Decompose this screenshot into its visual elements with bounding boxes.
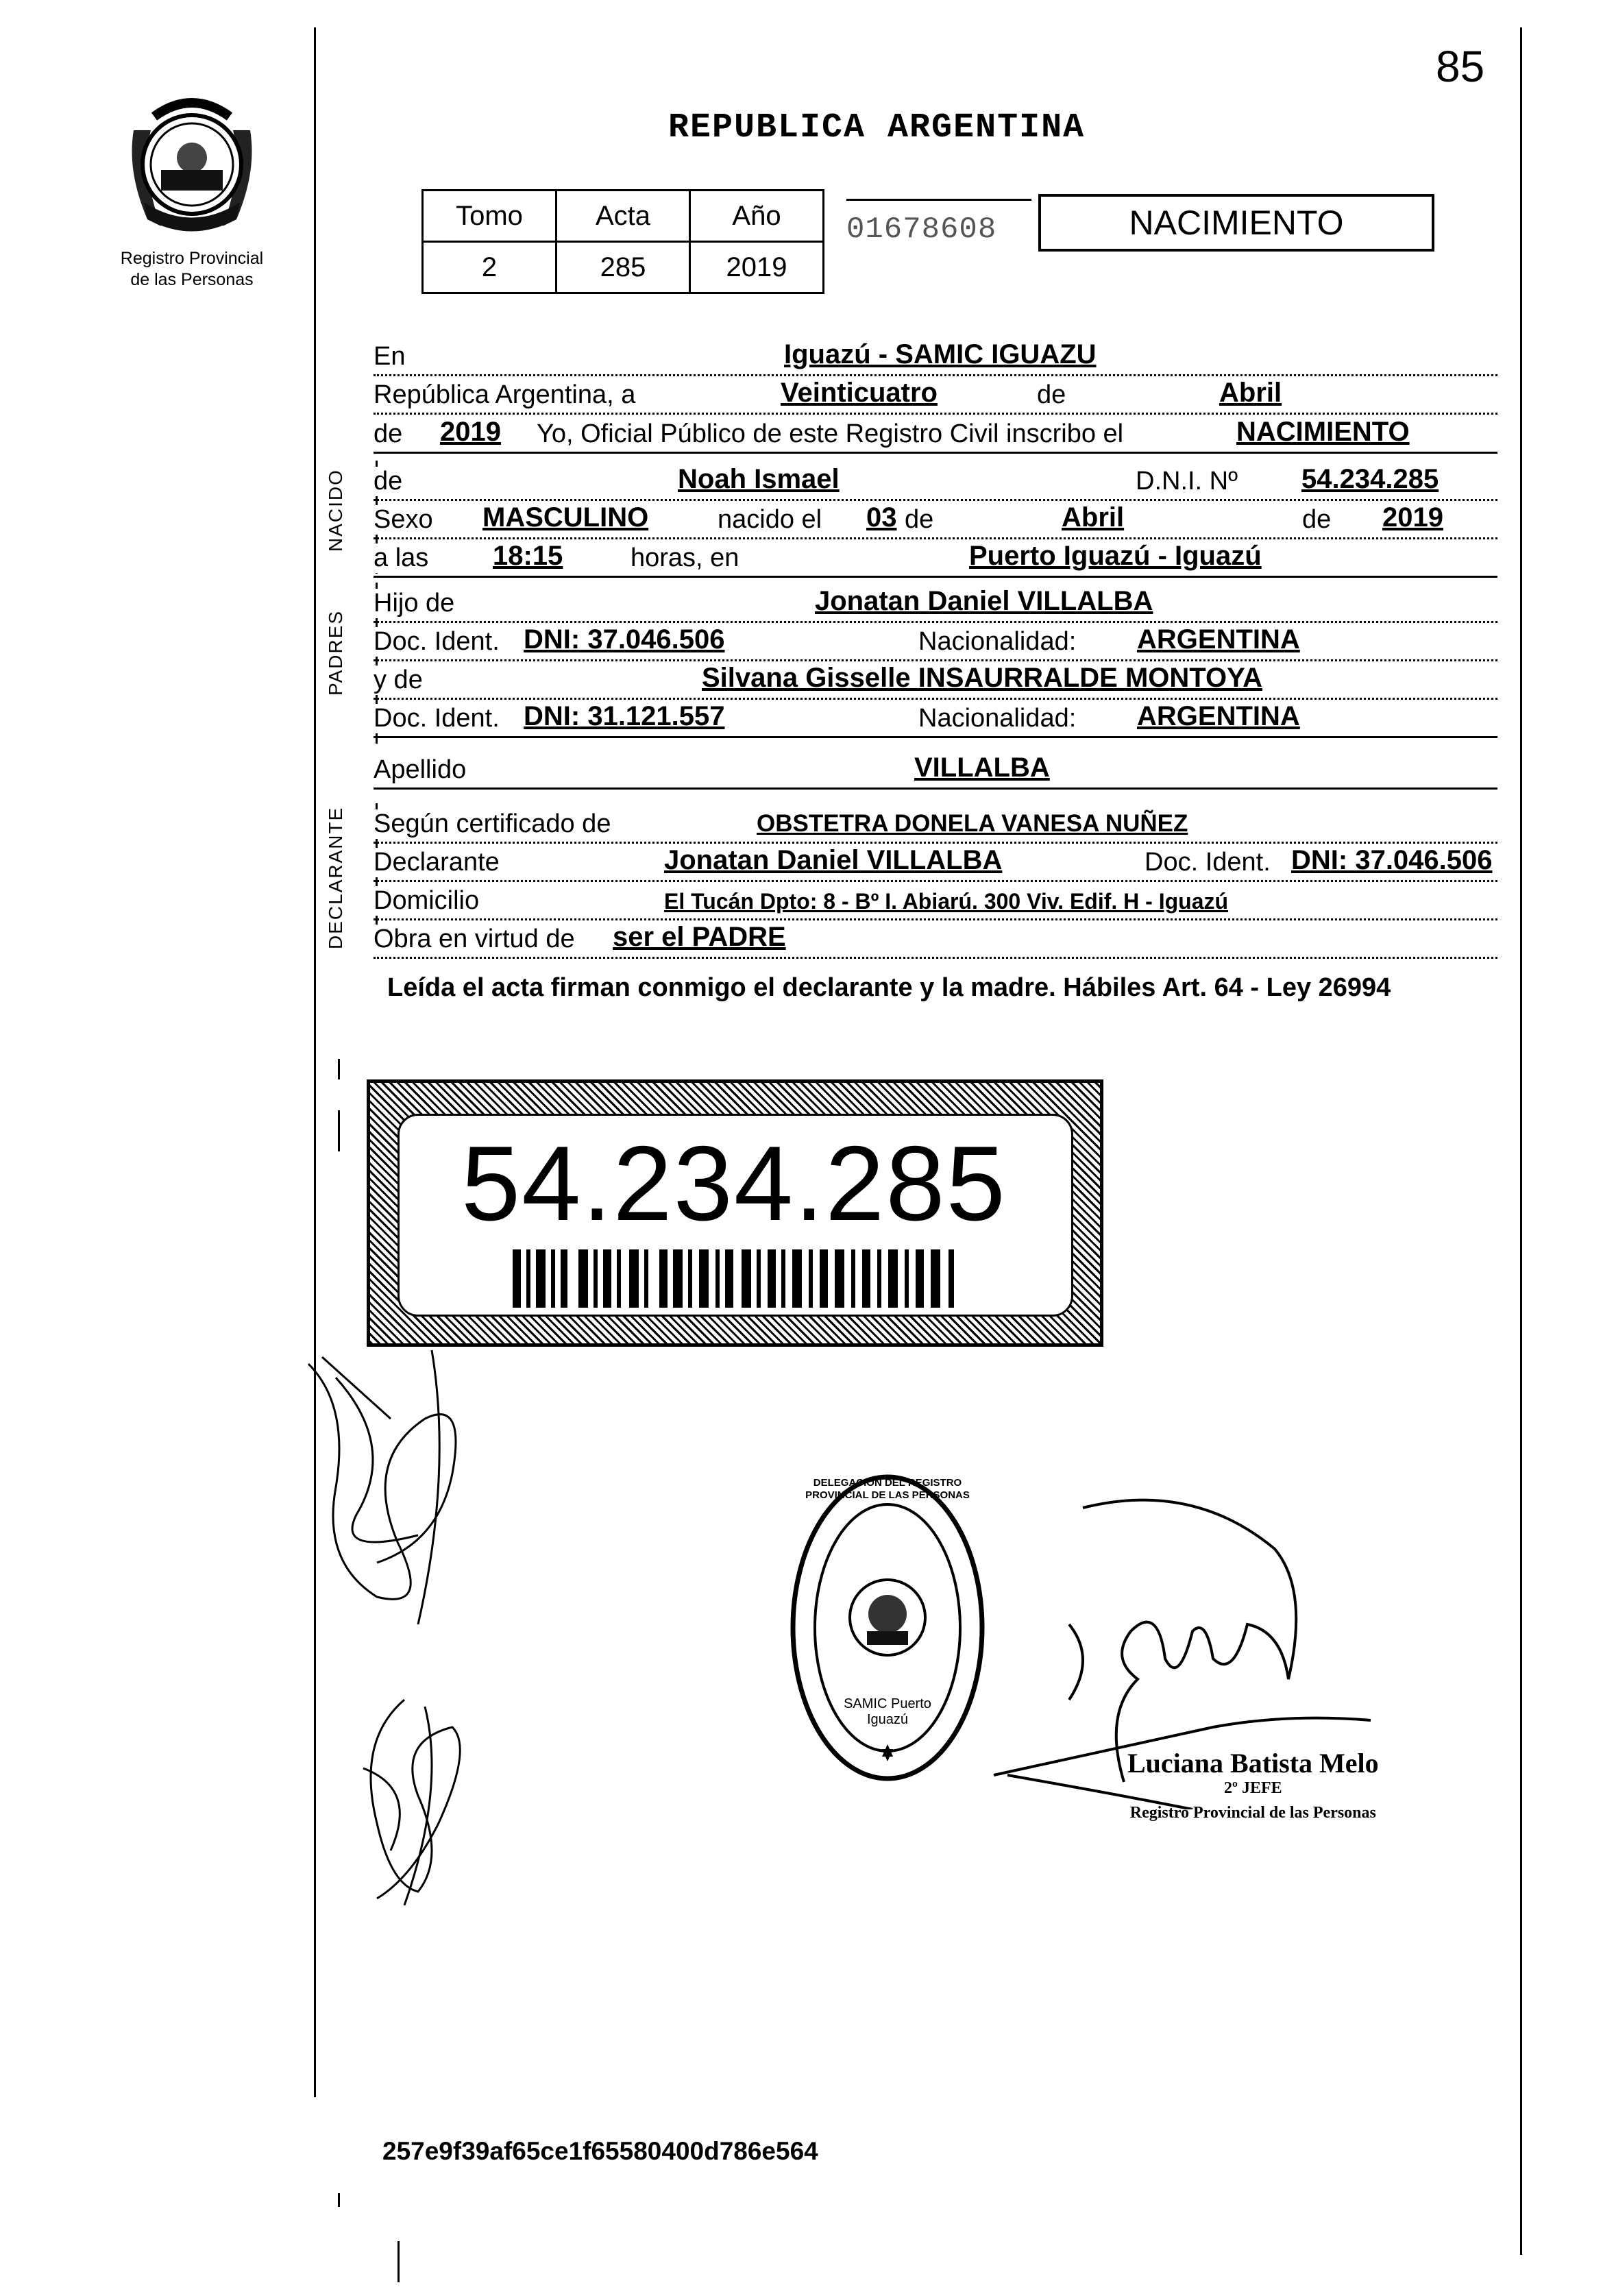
madre-value: Silvana Gisselle INSAURRALDE MONTOYA (699, 663, 1265, 694)
domicilio-value: El Tucán Dpto: 8 - Bº I. Abiarú. 300 Viv. Edif. H - Iguazú (661, 889, 1231, 914)
label-nacido: nacido el (718, 505, 827, 535)
registry-logo (120, 89, 264, 243)
label-de-name: de (374, 467, 408, 496)
month-value: Abril (1216, 378, 1284, 408)
row-certificado (374, 803, 1497, 844)
declarante-name-value: Jonatan Daniel VILLALBA (661, 845, 1005, 876)
birth-day-value: 03 (864, 502, 900, 533)
value-ano: 2019 (690, 242, 824, 293)
row-y-de (374, 659, 1497, 700)
sexo-value: MASCULINO (480, 502, 651, 533)
dni-sticker (367, 1079, 1103, 1347)
signer-name: Luciana Batista Melo (1127, 1748, 1379, 1779)
obra-value: ser el PADRE (610, 922, 789, 953)
child-dni-value: 54.234.285 (1299, 464, 1441, 495)
place-value: Iguazú - SAMIC IGUAZU (781, 339, 1099, 370)
label-declarante: Declarante (374, 848, 505, 877)
registry-seal-icon (788, 1470, 987, 1785)
left-margin-dash (338, 1110, 340, 1151)
signer-block (1127, 1748, 1379, 1825)
value-tomo: 2 (423, 242, 556, 293)
declarant-signature-icon (295, 1336, 487, 1720)
signer-org: Registro Provincial de las Personas (1129, 1804, 1376, 1822)
madre-doc-value: DNI: 31.121.557 (521, 701, 728, 732)
label-y-de: y de (374, 665, 428, 695)
header-tomo: Tomo (423, 191, 556, 242)
left-margin-dash (397, 2241, 400, 2282)
birth-month-value: Abril (1059, 502, 1127, 533)
header-acta: Acta (556, 191, 690, 242)
serial-top-line (846, 199, 1031, 201)
label-obra: Obra en virtud de (374, 925, 580, 954)
row-official (374, 413, 1497, 454)
sticker-inner (397, 1114, 1073, 1317)
madre-nac-value: ARGENTINA (1134, 701, 1303, 732)
declarante-section-label: DECLARANTE (325, 806, 346, 949)
seal-inner-text: SAMIC Puerto Iguazú (844, 1696, 931, 1727)
declarante-doc-value: DNI: 37.046.506 (1288, 845, 1495, 876)
left-margin-dash (338, 1059, 340, 1079)
certificado-value: OBSTETRA DONELA VANESA NUÑEZ (754, 810, 1190, 838)
label-de: de (1037, 380, 1071, 410)
signer-title: 2º JEFE (1224, 1779, 1282, 1797)
row-hora (374, 537, 1497, 578)
header-ano: Año (690, 191, 824, 242)
row-obra (374, 918, 1497, 959)
barcode-icon (513, 1249, 958, 1308)
record-type-box: NACIMIENTO (1038, 194, 1434, 252)
document-hash: 257e9f39af65ce1f65580400d786e564 (382, 2137, 818, 2165)
document-title: REPUBLICA ARGENTINA (668, 108, 1086, 147)
row-madre-doc (374, 698, 1497, 738)
hora-value: 18:15 (490, 541, 565, 572)
value-acta: 285 (556, 242, 690, 293)
label-hora: a las (374, 544, 434, 573)
label-de2: de (374, 419, 408, 449)
row-apellido (374, 749, 1497, 790)
label-apellido: Apellido (374, 755, 472, 785)
row-domicilio (374, 880, 1497, 920)
label-certificado: Según certificado de (374, 809, 616, 839)
label-republica: República Argentina, a (374, 380, 641, 410)
official-stamp (788, 1470, 987, 1785)
padres-section-label: PADRES (325, 609, 346, 696)
padre-value: Jonatan Daniel VILLALBA (812, 586, 1155, 617)
right-margin-line (1520, 27, 1522, 2255)
row-padre-doc (374, 621, 1497, 661)
sticker-dni-number: 54.234.285 (461, 1124, 1007, 1243)
label-en: En (374, 342, 411, 371)
label-hijo-de: Hijo de (374, 589, 460, 618)
mother-signature-icon (336, 1686, 487, 1912)
label-horas-en: horas, en (631, 544, 744, 573)
day-words-value: Veinticuatro (778, 378, 940, 408)
padre-nac-value: ARGENTINA (1134, 624, 1303, 655)
child-name-value: Noah Ismael (675, 464, 842, 495)
left-margin-dash (338, 2193, 340, 2207)
label-domicilio: Domicilio (374, 886, 485, 916)
birth-place-value: Puerto Iguazú - Iguazú (966, 541, 1264, 572)
label-sexo: Sexo (374, 505, 439, 535)
row-republica (374, 374, 1497, 415)
label-de-year: de (1302, 505, 1336, 535)
registry-label-line2: de las Personas (130, 270, 254, 289)
label-doc-ident-2: Doc. Ident. (374, 704, 505, 733)
year-value: 2019 (437, 417, 504, 448)
serial-number: 01678608 (846, 212, 997, 247)
label-nacionalidad-2: Nacionalidad: (918, 704, 1081, 733)
label-dni: D.N.I. Nº (1136, 467, 1243, 496)
birth-year-value: 2019 (1380, 502, 1446, 533)
misiones-coat-of-arms-icon (120, 89, 264, 243)
apellido-value: VILLALBA (911, 753, 1053, 783)
label-doc-ident: Doc. Ident. (374, 627, 505, 657)
seal-text: DELEGACION DEL REGISTRO PROVINCIAL DE LAS PERSONAS (805, 1477, 970, 1501)
label-nacionalidad: Nacionalidad: (918, 627, 1081, 657)
registry-label (96, 248, 288, 291)
padre-doc-value: DNI: 37.046.506 (521, 624, 728, 655)
act-type-value: NACIMIENTO (1234, 417, 1412, 448)
page-number: 85 (1436, 42, 1485, 91)
row-hijo-de (374, 583, 1497, 623)
left-margin-line (314, 27, 316, 2097)
closing-note: Leída el acta firman conmigo el declarante y la madre. Hábiles Art. 64 - Ley 26994 (387, 973, 1391, 1002)
label-official-text: Yo, Oficial Público de este Registro Civil inscribo el (537, 419, 1129, 449)
registry-label-line1: Registro Provincial (120, 249, 264, 268)
label-de-month: de (905, 505, 939, 535)
row-en (374, 336, 1497, 376)
record-table (421, 189, 824, 294)
row-sexo (374, 499, 1497, 539)
label-doc-ident-3: Doc. Ident. (1145, 848, 1276, 877)
row-nacido-name (374, 461, 1497, 501)
row-declarante (374, 842, 1497, 882)
nacido-section-label: NACIDO (325, 469, 346, 552)
